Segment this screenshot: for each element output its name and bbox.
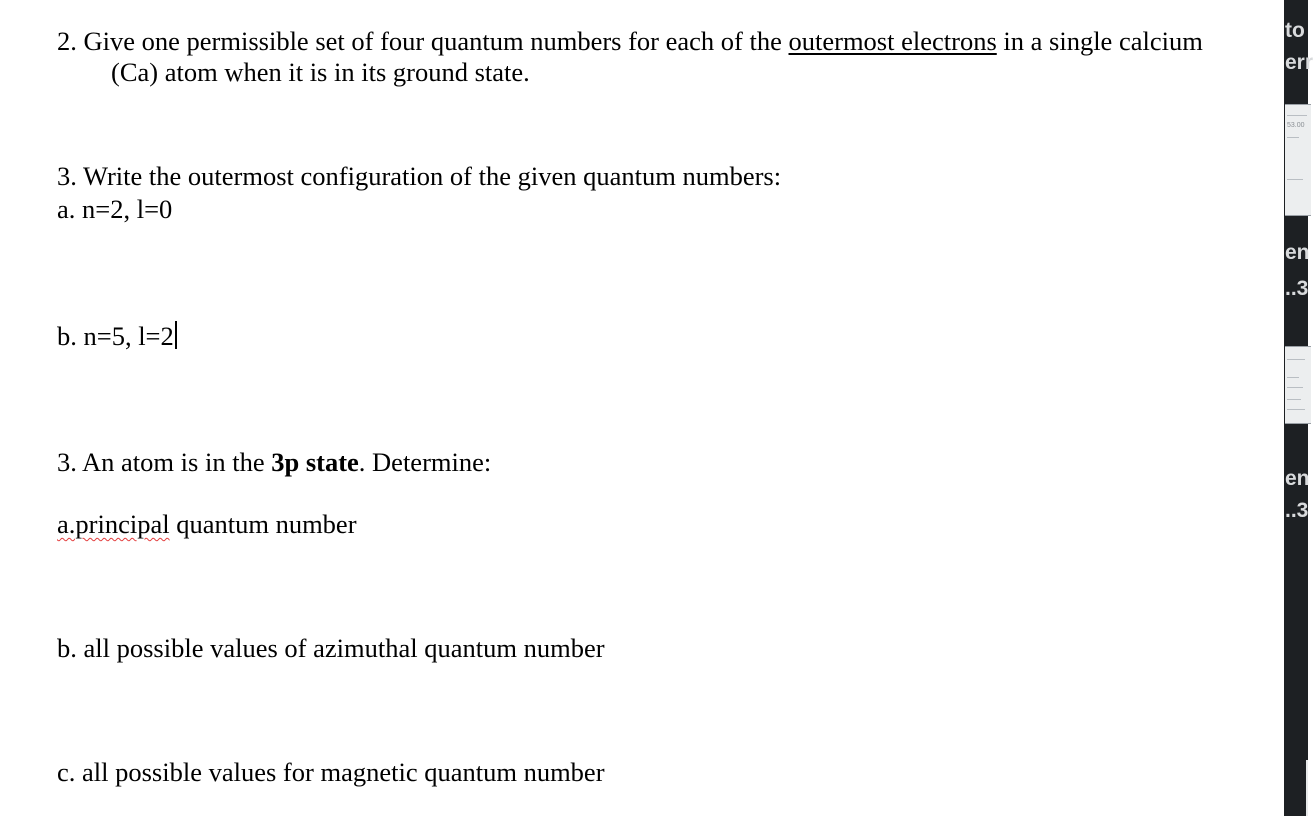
question-3b-text-end: . Determine: <box>358 447 492 477</box>
question-3-item-a: a. n=2, l=0 <box>57 194 173 224</box>
side-window-text-4: ..3 <box>1285 277 1309 300</box>
question-3b-heading <box>57 447 491 478</box>
side-window-text-3: en <box>1285 241 1310 264</box>
question-3b-item-c: c. all possible values for magnetic quantum number <box>57 757 605 787</box>
question-2-line-1 <box>57 26 1203 57</box>
side-window-thumbnail-2[interactable] <box>1285 346 1311 424</box>
side-window-strip[interactable] <box>1284 0 1313 816</box>
question-3b-item-a <box>57 509 357 540</box>
side-window-text-6: ..3 <box>1285 499 1309 522</box>
question-3b-bold-phrase: 3p state <box>271 447 359 477</box>
question-2-text-end: in a single calcium <box>996 26 1203 56</box>
side-window-thumbnail-value: 53.00 <box>1287 122 1305 129</box>
question-3-item-b-text: b. n=5, l=2 <box>57 321 174 351</box>
question-2-text-start: 2. Give one permissible set of four quantum numbers for each of the <box>57 26 789 56</box>
side-window-text-2: err <box>1285 51 1313 74</box>
question-3b-text-start: 3. An atom is in the <box>57 447 272 477</box>
question-3-heading: 3. Write the outermost configuration of the given quantum numbers: <box>57 161 782 191</box>
side-window-text-5: en <box>1285 467 1310 490</box>
side-window-text-1: to <box>1285 19 1305 42</box>
side-window-edge <box>1306 760 1308 816</box>
spellcheck-flagged-word[interactable]: a.principal <box>57 509 170 539</box>
question-3-item-b[interactable] <box>57 321 177 352</box>
question-2-underlined-phrase: outermost electrons <box>788 26 997 56</box>
question-3b-item-a-rest: quantum number <box>169 509 357 539</box>
text-cursor <box>175 321 177 349</box>
side-window-thumbnail-1[interactable] <box>1285 104 1311 216</box>
question-3b-item-b: b. all possible values of azimuthal quantum number <box>57 633 605 663</box>
question-2-line-2: (Ca) atom when it is in its ground state. <box>111 57 530 87</box>
